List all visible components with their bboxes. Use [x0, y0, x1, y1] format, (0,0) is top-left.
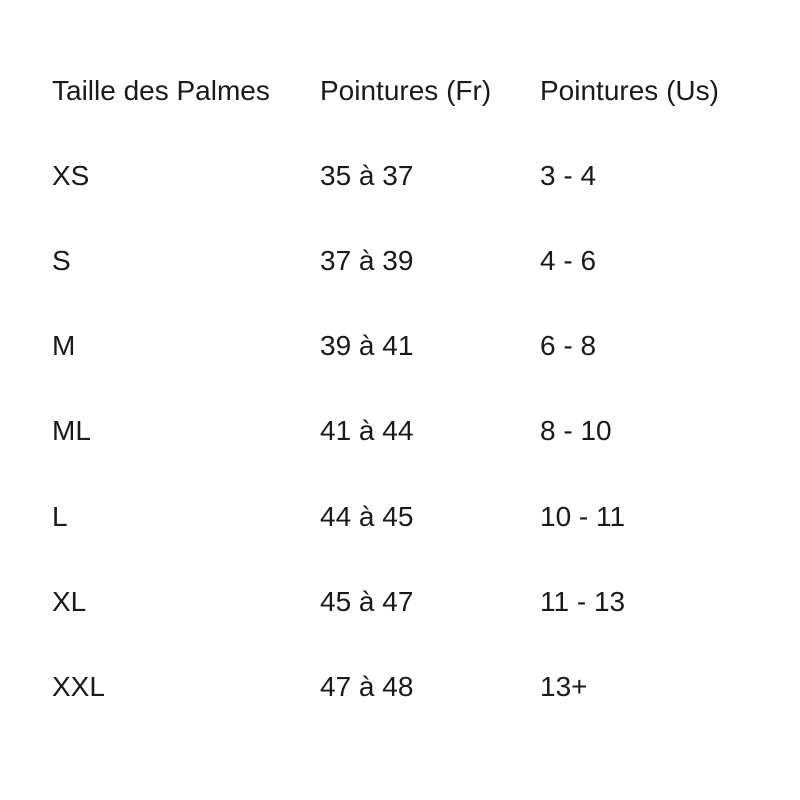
cell-size: XL: [52, 585, 87, 617]
cell-us: 4 - 6: [540, 244, 597, 276]
cell-size: M: [52, 330, 76, 362]
cell-size: XXL: [52, 670, 105, 702]
cell-fr: 39 à 41: [320, 330, 414, 362]
cell-us: 8 - 10: [540, 415, 612, 447]
fin-size-table: [52, 48, 780, 730]
cell-fr: 44 à 45: [320, 500, 414, 532]
cell-us: 10 - 11: [540, 500, 626, 532]
cell-size: ML: [52, 415, 91, 447]
header-cell-us: Pointures (Us): [540, 74, 719, 106]
cell-us: 3 - 4: [540, 159, 597, 191]
table-row: [52, 133, 780, 218]
cell-fr: 37 à 39: [320, 244, 414, 276]
cell-us: 6 - 8: [540, 330, 597, 362]
cell-us: 13+: [540, 670, 588, 702]
table-row: [52, 218, 780, 303]
table-row: [52, 559, 780, 644]
table-header-row: [52, 48, 780, 133]
header-cell-fr: Pointures (Fr): [320, 74, 492, 106]
cell-fr: 47 à 48: [320, 670, 414, 702]
cell-size: L: [52, 500, 68, 532]
header-cell-size: Taille des Palmes: [52, 74, 270, 106]
cell-fr: 45 à 47: [320, 585, 414, 617]
cell-size: S: [52, 244, 71, 276]
table-row: [52, 304, 780, 389]
table-row: [52, 389, 780, 474]
cell-fr: 41 à 44: [320, 415, 414, 447]
table-row: [52, 644, 780, 729]
cell-us: 11 - 13: [540, 585, 626, 617]
table-row: [52, 474, 780, 559]
cell-fr: 35 à 37: [320, 159, 414, 191]
cell-size: XS: [52, 159, 90, 191]
